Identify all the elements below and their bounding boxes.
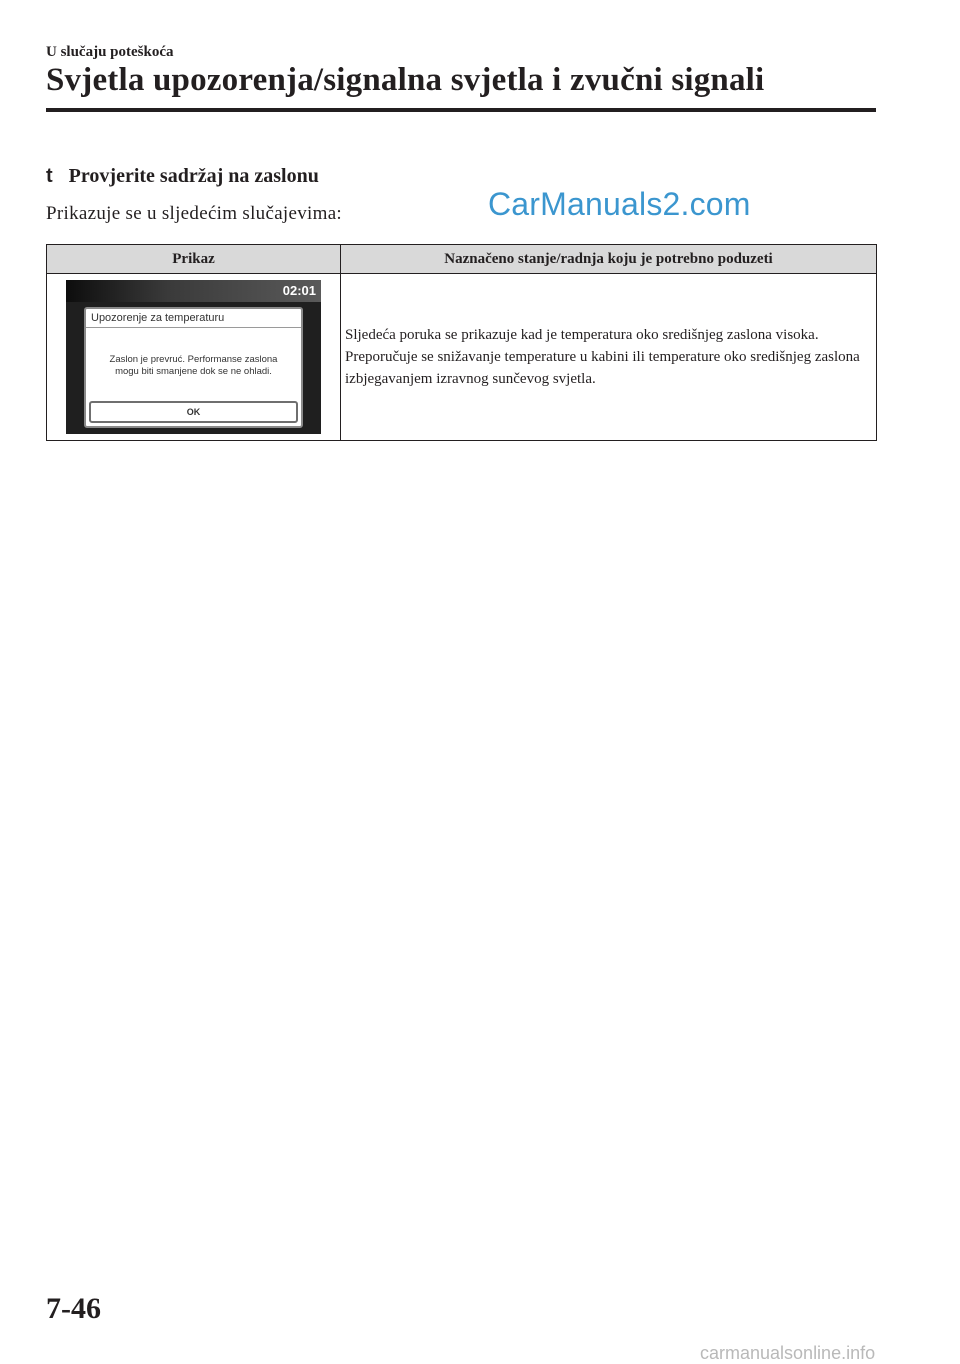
page-title: Svjetla upozorenja/signalna svjetla i zvučni signali [46,62,765,98]
dialog-message [90,354,297,378]
info-table [46,244,877,441]
display-screenshot [66,280,321,434]
dialog-title-divider [86,327,301,328]
screen-clock: 02:01 [282,283,316,298]
description-paragraph: Preporučuje se snižavanje temperature u kabini ili temperature oko središnjeg zaslona izbjegavanjem izravnog sunčevog svjetla. [345,349,860,387]
bullet-marker: t [46,165,53,187]
heading-divider [46,108,876,112]
dialog-title: Upozorenje za temperaturu [91,312,225,324]
table-row [47,274,877,441]
intro-text: Prikazuje se u sljedećim slučajevima: [46,203,343,224]
subsection-title: Provjerite sadržaj na zaslonu [68,165,319,187]
description-paragraph: Sljedeća poruka se prikazuje kad je temperatura oko središnjeg zaslona visoka. [345,327,819,343]
subsection-heading [46,165,319,188]
display-cell [47,274,341,441]
watermark: CarManuals2.com [488,186,751,222]
dialog-message-line: Zaslon je prevruć. Performanse zaslona [109,354,278,365]
column-header-display: Prikaz [47,245,341,274]
page-number: 7-46 [46,1292,101,1325]
warning-dialog [84,307,303,428]
table-header-row [47,245,877,274]
footer-watermark: carmanualsonline.info [700,1343,876,1363]
column-header-action: Naznačeno stanje/radnja koju je potrebno poduzeti [341,245,877,274]
description-cell [341,274,877,441]
section-label: U slučaju poteškoća [46,44,174,60]
ok-button: OK [89,401,298,423]
dialog-message-line: mogu biti smanjene dok se ne ohladi. [115,366,272,377]
